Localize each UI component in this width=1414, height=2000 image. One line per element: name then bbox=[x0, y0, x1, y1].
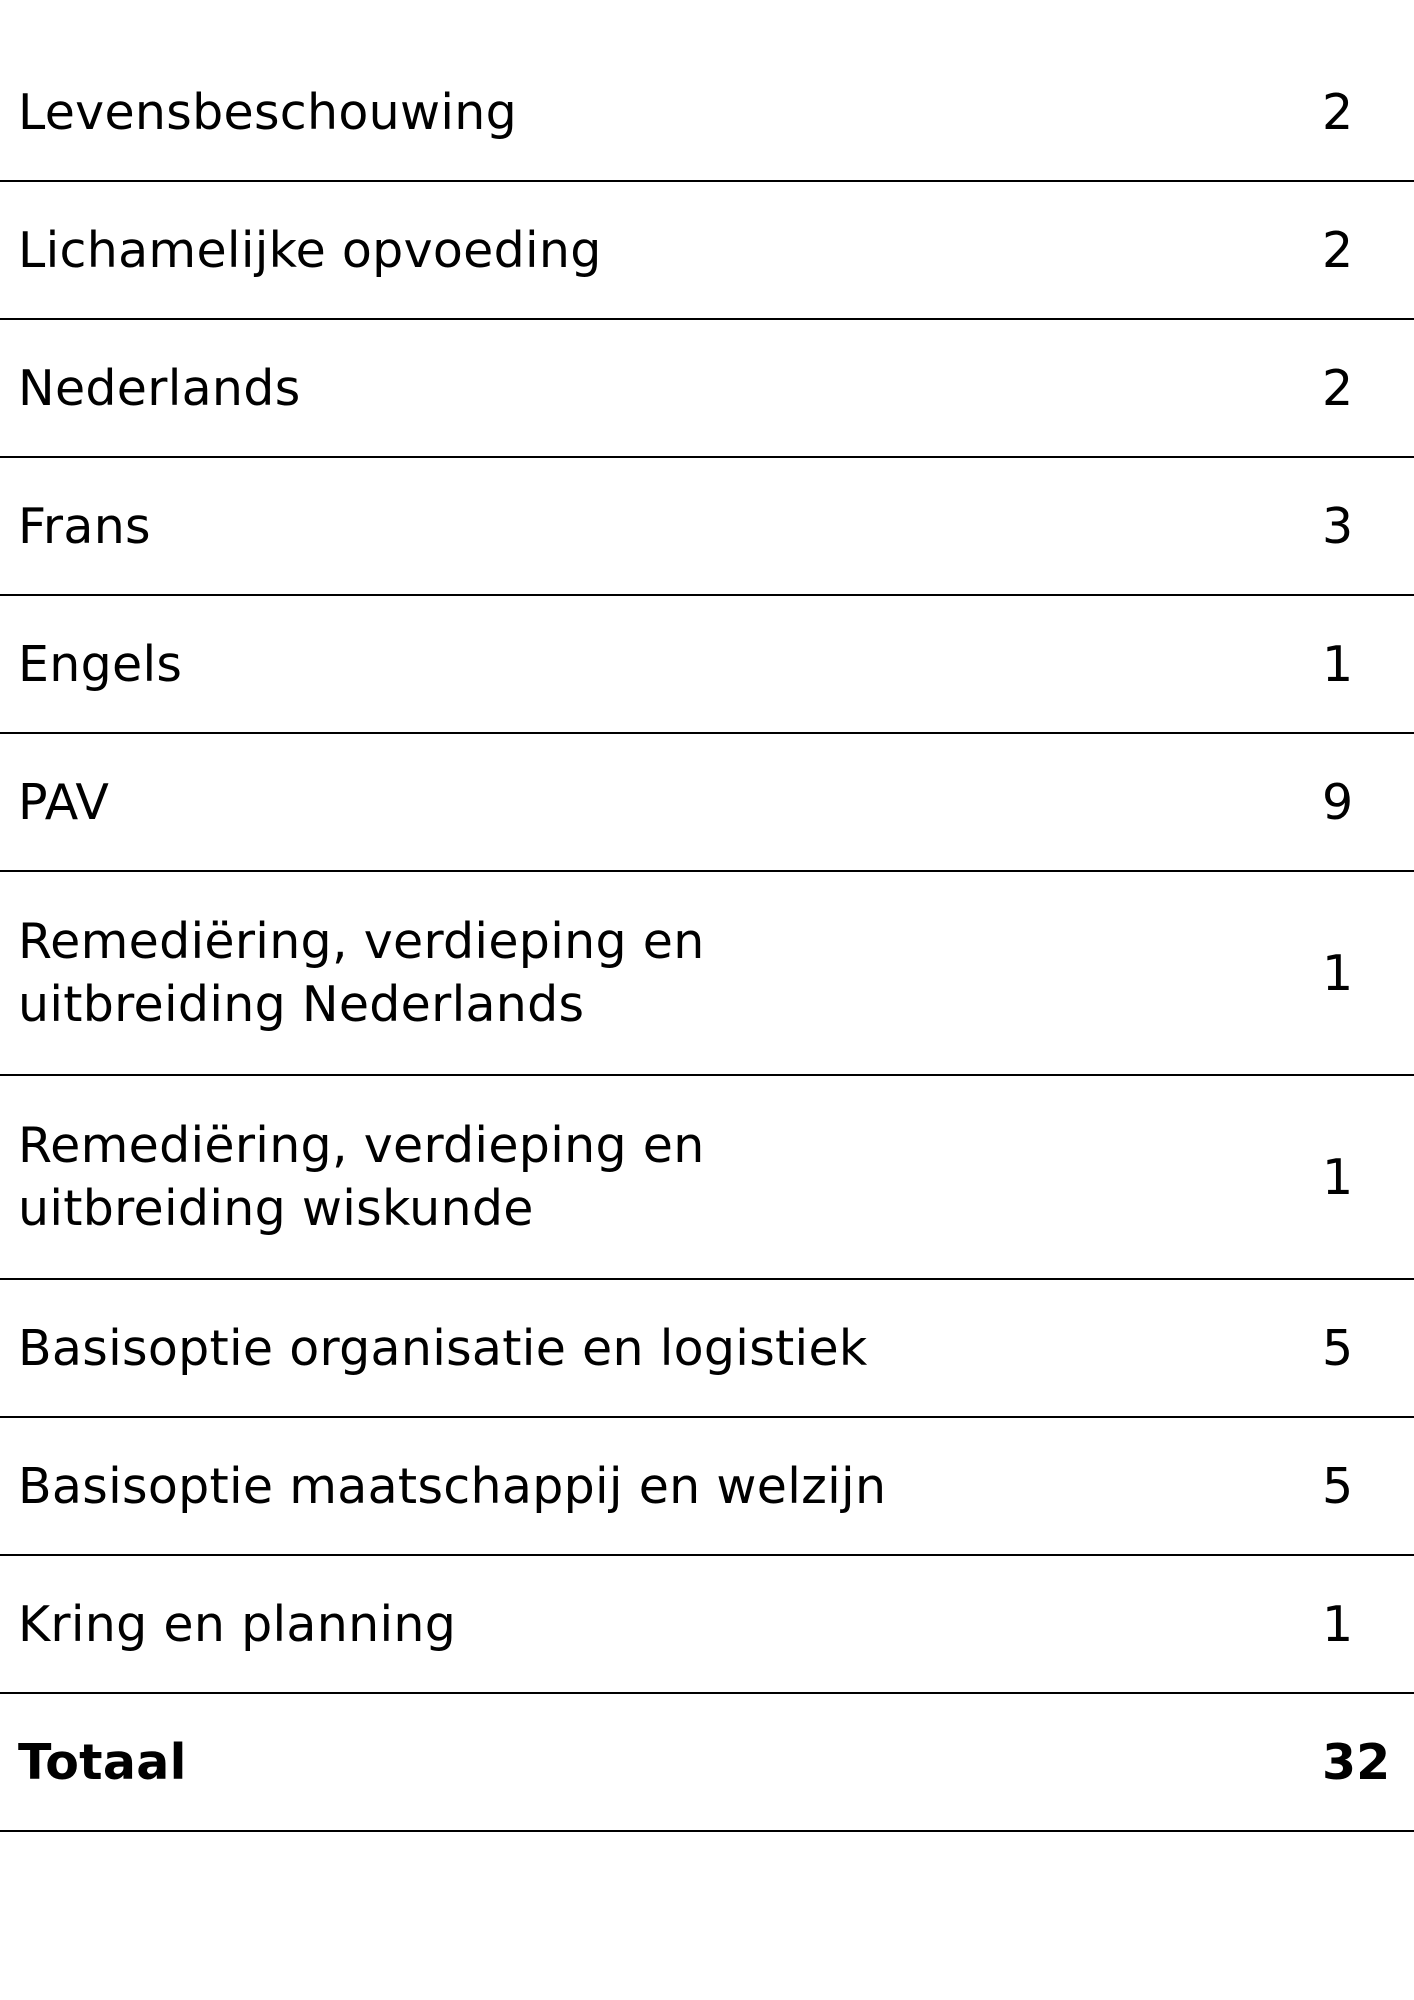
subject-hours: 5 bbox=[1322, 1319, 1354, 1377]
subject-name: Levensbeschouwing bbox=[18, 83, 518, 141]
table-row bbox=[0, 458, 1414, 596]
subject-name: PAV bbox=[18, 773, 110, 831]
subject-name-line: Remediëring, verdieping en bbox=[18, 1117, 705, 1174]
subject-hours: 5 bbox=[1322, 1457, 1354, 1515]
subject-name: Kring en planning bbox=[18, 1595, 457, 1653]
table-row bbox=[0, 182, 1414, 320]
subject-name bbox=[18, 872, 1118, 1074]
table-row bbox=[0, 596, 1414, 734]
subject-name: Engels bbox=[18, 635, 183, 693]
subject-name: Frans bbox=[18, 497, 151, 555]
table-row bbox=[0, 1076, 1414, 1280]
subject-name: Basisoptie maatschappij en welzijn bbox=[18, 1457, 887, 1515]
total-hours: 32 bbox=[1322, 1733, 1391, 1791]
hours-table bbox=[0, 44, 1414, 1832]
table-row bbox=[0, 1556, 1414, 1694]
subject-hours: 2 bbox=[1322, 83, 1354, 141]
subject-hours: 1 bbox=[1322, 1148, 1354, 1206]
subject-hours: 1 bbox=[1322, 944, 1354, 1002]
subject-name: Basisoptie organisatie en logistiek bbox=[18, 1319, 868, 1377]
subject-name-line: uitbreiding Nederlands bbox=[18, 976, 585, 1033]
table-row bbox=[0, 44, 1414, 182]
total-row bbox=[0, 1694, 1414, 1832]
subject-hours: 9 bbox=[1322, 773, 1354, 831]
subject-name: Nederlands bbox=[18, 359, 301, 417]
table-row bbox=[0, 1280, 1414, 1418]
subject-name-line: Remediëring, verdieping en bbox=[18, 913, 705, 970]
total-label: Totaal bbox=[18, 1733, 187, 1791]
subject-hours: 1 bbox=[1322, 635, 1354, 693]
subject-hours: 2 bbox=[1322, 221, 1354, 279]
table-row bbox=[0, 734, 1414, 872]
subject-hours: 1 bbox=[1322, 1595, 1354, 1653]
subject-name bbox=[18, 1076, 1118, 1278]
subject-name: Lichamelijke opvoeding bbox=[18, 221, 602, 279]
subject-hours: 2 bbox=[1322, 359, 1354, 417]
table-row bbox=[0, 872, 1414, 1076]
table-row bbox=[0, 1418, 1414, 1556]
table-row bbox=[0, 320, 1414, 458]
subject-name-line: uitbreiding wiskunde bbox=[18, 1180, 534, 1237]
subject-hours: 3 bbox=[1322, 497, 1354, 555]
